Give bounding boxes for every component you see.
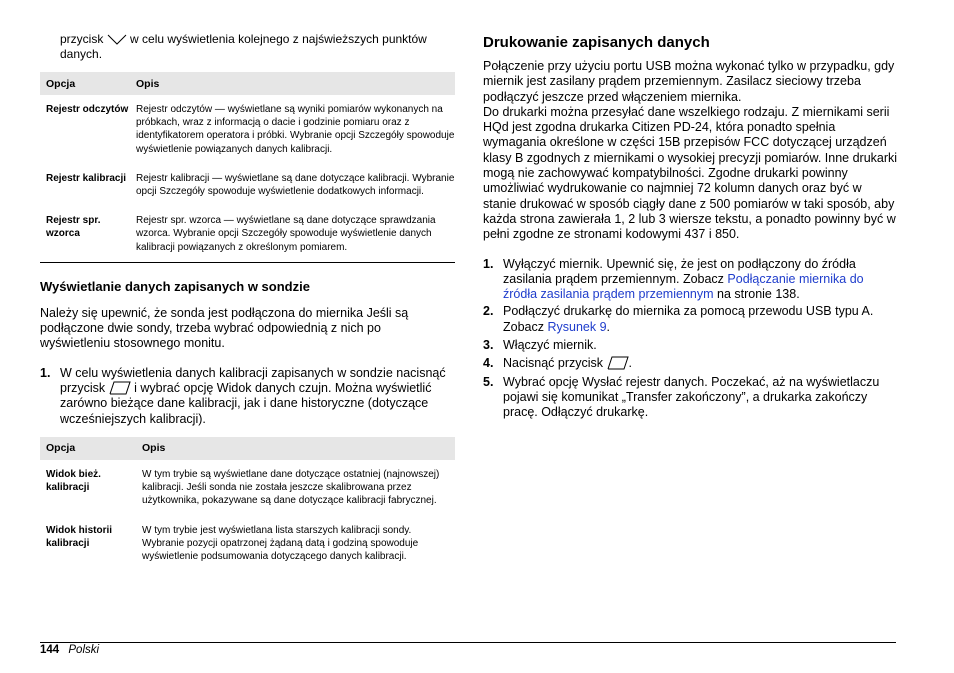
option-name: Rejestr odczytów — [46, 104, 129, 115]
section-heading: Wyświetlanie danych zapisanych w sondzie — [40, 278, 310, 294]
step-text: Wybrać opcję Wysłać rejestr danych. Poczekać, aż na wyświetlaczu pojawi się komunikat „Transfer zakończony”, a drukarka zakończy pracę. Odłączyć drukarkę. — [503, 374, 880, 420]
step-text-pre: W celu wyświetlenia danych kalibracji zapisanych w sondzie nacisnąć przycisk — [60, 365, 446, 396]
step-text: Włączyć miernik. — [503, 338, 597, 353]
list-item — [483, 375, 898, 421]
pencil-icon — [607, 356, 629, 370]
pencil-icon — [109, 381, 131, 395]
table-row — [40, 164, 455, 206]
step-text-post: na stronie 138. — [713, 287, 800, 302]
page-footer — [40, 644, 99, 656]
footer-language: Polski — [68, 644, 100, 656]
option-name: Rejestr spr. wzorca — [40, 206, 136, 262]
table-header-option: Opcja — [40, 72, 136, 95]
step-text-post: . — [628, 356, 632, 371]
step-number: 2. — [483, 304, 494, 319]
page-section-title: Drukowanie zapisanych danych — [483, 34, 710, 51]
right-column — [483, 30, 898, 421]
intro-paragraph — [60, 32, 455, 62]
table-header-option: Opcja — [40, 437, 142, 460]
option-name: Widok bież. kalibracji — [46, 468, 101, 494]
printer-paragraph: Do drukarki można przesyłać dane wszelkiego rodzaju. Z miernikami serii HQd jest zgodna drukarka Citizen PD-24, która ponadto spełnia wymagania określone w części 15B przepisów FCC dotyczącej urządzeń klasy B zgodnych z miernikami o wysokiej precyzji pomiarów. Inne drukarki mogą nie zachowywać kompatybilności. Zgodne drukarki powinny umożliwiać wydrukowanie co najmniej 72 kolumn danych oraz być w stanie drukować w sposób ciągły dane z 500 pomiarów w taki sposób, aby każda strona zawierała 1, 2 lub 3 wiersze tekstu, a ponadto powinny być w pełni zgodne ze stronami kodowymi 437 i 850. — [483, 104, 898, 242]
step-text-pre: Wyłączyć miernik. Upewnić się, że jest on podłączony do źródła zasilania prądem przemiennym. Zobacz — [503, 256, 856, 286]
list-item — [483, 257, 898, 303]
step-number: 4. — [483, 356, 494, 371]
table-row — [40, 460, 455, 516]
list-item — [40, 366, 455, 427]
list-item — [483, 304, 898, 335]
option-name: Widok historii kalibracji — [46, 524, 113, 549]
table-header-description: Opis — [136, 72, 455, 95]
options-table-records — [40, 72, 455, 263]
print-steps-list — [483, 257, 898, 421]
intro-post: w celu wyświetlenia kolejnego z najświeższych punktów danych. — [60, 32, 427, 61]
step-text-pre: Podłączyć drukarkę do miernika za pomocą przewodu USB typu A. Zobacz — [503, 304, 874, 334]
link-power-connection[interactable]: Podłączanie miernika do źródła zasilania prądem przemiennym — [503, 271, 864, 302]
option-name: Rejestr kalibracji — [46, 172, 127, 184]
table-row — [40, 516, 455, 572]
table-row — [40, 95, 455, 164]
probe-steps-list — [40, 366, 455, 427]
list-item — [483, 338, 898, 353]
chevron-down-icon — [107, 34, 127, 46]
step-number: 3. — [483, 338, 494, 353]
option-description: Rejestr spr. wzorca — wyświetlane są dane dotyczące sprawdzania wzorca. Wybranie opcji Szczegóły spowoduje wyświetlenie danych kalibracji powiązanych z określonym pomiarem. — [136, 206, 455, 262]
option-description: Rejestr kalibracji — wyświetlane są dane dotyczące kalibracji. Wybranie opcji Szczegóły spowoduje wyświetlenie dodatkowych informacji. — [136, 172, 455, 198]
list-item — [483, 356, 898, 371]
table-row — [40, 206, 455, 262]
step-text-pre: Nacisnąć przycisk — [503, 356, 604, 371]
option-description: W tym trybie jest wyświetlana lista starszych kalibracji sondy. Wybranie pozycji opatrzonej żądaną datą i godziną spowoduje wyświetlenie podsumowania dotyczącego danych kalibracji. — [142, 524, 419, 562]
table-header-description: Opis — [142, 437, 455, 460]
section-paragraph: Należy się upewnić, że sonda jest podłączona do miernika Jeśli są podłączone dwie sondy, trzeba wybrać odpowiednią z nich po wyświetleniu stosownego monitu. — [40, 305, 409, 351]
page-number: 144 — [40, 644, 60, 656]
usb-paragraph: Połączenie przy użyciu portu USB można wykonać tylko w przypadku, gdy miernik jest zasilany prądem przemiennym. Zasilacz sieciowy trzeba podłączyć jeszcze przed włączeniem miernika. — [483, 59, 895, 104]
options-table-probe — [40, 437, 455, 571]
footer-divider — [40, 642, 896, 643]
step-number: 5. — [483, 374, 494, 389]
step-number: 1. — [40, 365, 51, 380]
step-text-post: . — [606, 319, 611, 334]
link-figure-9[interactable]: Rysunek 9 — [547, 319, 607, 334]
step-text-post: i wybrać opcję Widok danych czujn. Można wyświetlić zarówno bieżące dane kalibracji, jak i dane historyczne (dotyczące wcześniejszych kalibracji). — [60, 381, 432, 426]
left-column — [40, 30, 455, 571]
intro-pre: przycisk — [60, 32, 104, 46]
option-description: Rejestr odczytów — wyświetlane są wyniki pomiarów wykonanych na próbkach, wraz z informacją o dacie i godzinie pomiaru oraz z identyfikatorem operatora i próbki. Wybranie opcji Szczegóły spowoduje wyświetlenie powiązanych danych kalibracji. — [136, 104, 455, 155]
step-number: 1. — [483, 256, 494, 271]
option-description: W tym trybie są wyświetlane dane dotyczące ostatniej (najnowszej) kalibracji. Jeśli sonda nie została jeszcze skalibrowana przez użytkownika, pokazywane są dane dotyczące kalibracji fabrycznej. — [142, 468, 440, 507]
